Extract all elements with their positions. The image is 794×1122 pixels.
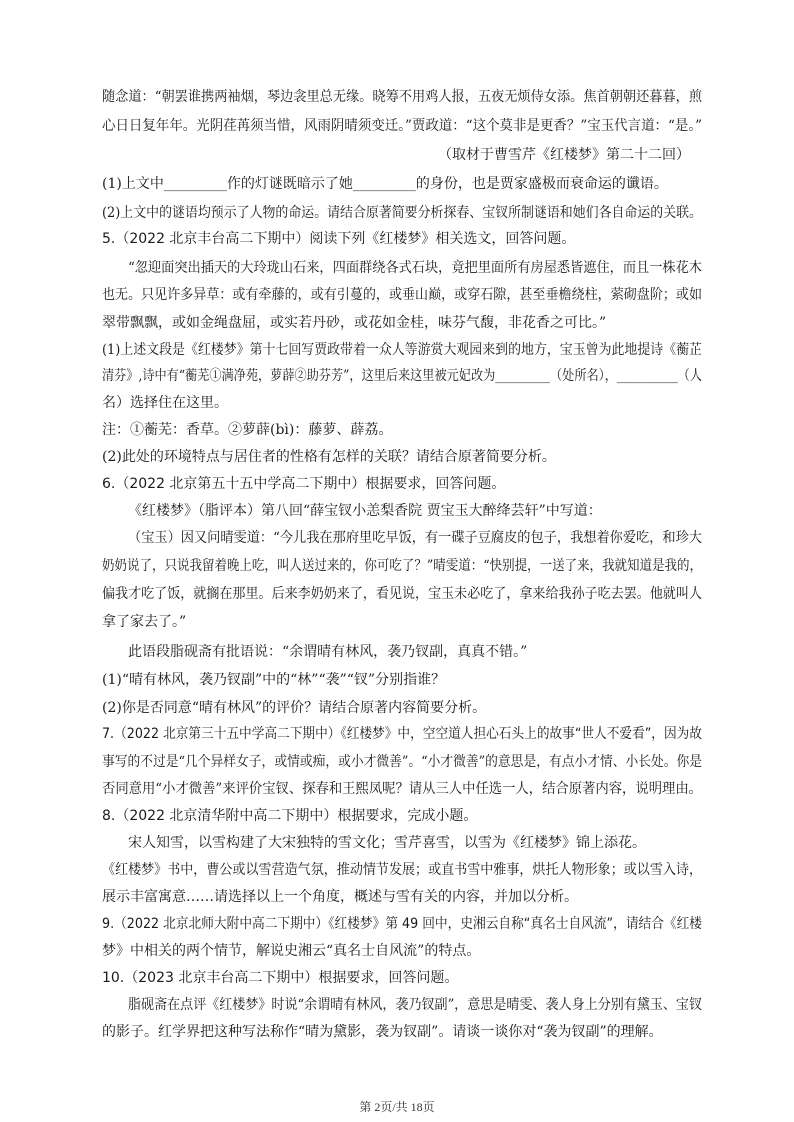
annotation-note: 注：①蘅芜：香草。②萝薜(bì)：藤萝、薜荔。: [102, 422, 393, 438]
excerpt-line: 宋人知雪，以雪构建了大宋独特的雪文化；雪芹喜雪，以雪为《红楼梦》锦上添花。: [128, 835, 646, 851]
question-item: 清芬》,诗中有“蘅芜①满净苑，萝薜②助芬芳”，这里后来这里被元妃改为_________（处所名），__________（人: [102, 368, 702, 384]
question-item: (1)上述文段是《红楼梦》第十七回写贾政带着一众人等游赏大观园来到的地方，宝玉曾为此地提诗《蘅芷: [102, 342, 702, 358]
question-heading-7: 7.（2022 北京第三十五中学高二下期中）《红楼梦》中，空空道人担心石头上的故事“世人不爱看”，因为故: [102, 726, 702, 742]
question-heading-8: 8.（2022 北京清华附中高二下期中）根据要求，完成小题。: [102, 808, 478, 824]
question-body: 的影子。红学界把这种写法称作“晴为黛影，袭为钗副”。请谈一谈你对“袭为钗副”的理解。: [102, 1024, 663, 1040]
question-heading-10: 10.（2023 北京丰台高二下期中）根据要求，回答问题。: [102, 970, 459, 986]
excerpt-line: 奶奶说了，只说我留着晚上吃，叫人送过来的，你可吃了？”晴雯道：“快别提，一送了来，我就知道是我的，: [102, 558, 702, 574]
question-body: 事写的不过是“几个异样女子，或情或痴，或小才微善”。“小才微善”的意思是，有点小才情、小长处。你是: [102, 754, 702, 770]
question-item: 名）选择住在这里。: [102, 395, 228, 411]
question-item: (2)此处的环境特点与居住者的性格有怎样的关联？请结合原著简要分析。: [102, 449, 556, 465]
question-heading-9: 9.（2022 北京北师大附中高二下期中）《红楼梦》第 49 回中，史湘云自称“真名士自风流”，请结合《红楼: [102, 916, 702, 932]
excerpt-line: 偏我才吃了饭，就搁在那里。后来李奶奶来了，看见说，宝玉未必吃了，拿来给我孙子吃去罢。他就叫人: [102, 586, 702, 602]
excerpt-line: 《红楼梦》（脂评本）第八回“薛宝钗小恙梨香院 贾宝玉大醉绛芸轩”中写道：: [128, 503, 602, 519]
page-number: 第 2页/共 18页: [359, 1100, 435, 1114]
excerpt-line: “忽迎面突出插天的大玲珑山石来，四面群绕各式石块，竟把里面所有房屋悉皆遮住，而且一株花木: [128, 260, 702, 276]
excerpt-line: （宝玉）因又问晴雯道：“今儿我在那府里吃早饭，有一碟子豆腐皮的包子，我想着你爱吃，和珍大: [128, 530, 702, 546]
question-body: 梦》中相关的两个情节，解说史湘云“真名士自风流”的特点。: [102, 943, 481, 959]
question-item: (1)“晴有林风，袭乃钗副”中的“林”“袭”“钗”分别指谁？: [102, 672, 446, 688]
excerpt-line: 翠带飘飘，或如金绳盘屈，或实若丹砂，或花如金桂，味芬气馥，非花香之可比。”: [102, 315, 607, 331]
excerpt-line: 拿了家去了。”: [102, 614, 187, 630]
question-heading-5: 5.（2022 北京丰台高二下期中）阅读下列《红楼梦》相关选文，回答问题。: [102, 231, 576, 247]
commentary-line: 此语段脂砚斋有批语说：“余谓晴有林风，袭乃钗副，真真不错。”: [128, 644, 528, 660]
question-body: 《红楼梦》书中，曹公或以雪营造气氛，推动情节发展；或直书雪中雅事，烘托人物形象；或以雪入诗，: [102, 862, 702, 878]
poem-line: 心日日复年年。光阴荏苒须当惜，风雨阴晴须变迁。”贾政道：“这个莫非是更香？”宝玉代言道：“是。”: [102, 118, 702, 134]
question-body: 脂砚斋在点评《红楼梦》时说“余谓晴有林风，袭乃钗副”，意思是晴雯、袭人身上分别有黛玉、宝钗: [128, 997, 702, 1013]
question-item: (2)你是否同意“晴有林风”的评价？请结合原著内容简要分析。: [102, 700, 487, 716]
question-item: (2)上文中的谜语均预示了人物的命运。请结合原著简要分析探春、宝钗所制谜语和她们各自命运的关联。: [102, 205, 702, 221]
question-body: 展示丰富寓意……请选择以上一个角度，概述与雪有关的内容，并加以分析。: [102, 889, 578, 905]
poem-line: 随念道：“朝罢谁携两袖烟，琴边衾里总无缘。晓筹不用鸡人报，五夜无烦侍女添。焦首朝朝还暮暮，煎: [102, 89, 702, 105]
excerpt-line: 也无。只见许多异草：或有牵藤的，或有引蔓的，或垂山巅，或穿石隙，甚至垂檐绕柱，萦砌盘阶；或如: [102, 287, 702, 303]
question-item: (1)上文中_________作的灯谜既暗示了她_________的身份，也是贾家盛极而衰命运的谶语。: [102, 176, 668, 192]
question-heading-6: 6.（2022 北京第五十五中学高二下期中）根据要求，回答问题。: [102, 476, 506, 492]
source-citation: （取材于曹雪芹《红楼梦》第二十二回）: [438, 147, 690, 163]
question-body: 否同意用“小才微善”来评价宝钗、探春和王熙凤呢？请从三人中任选一人，结合原著内容，说明理由。: [102, 781, 702, 797]
